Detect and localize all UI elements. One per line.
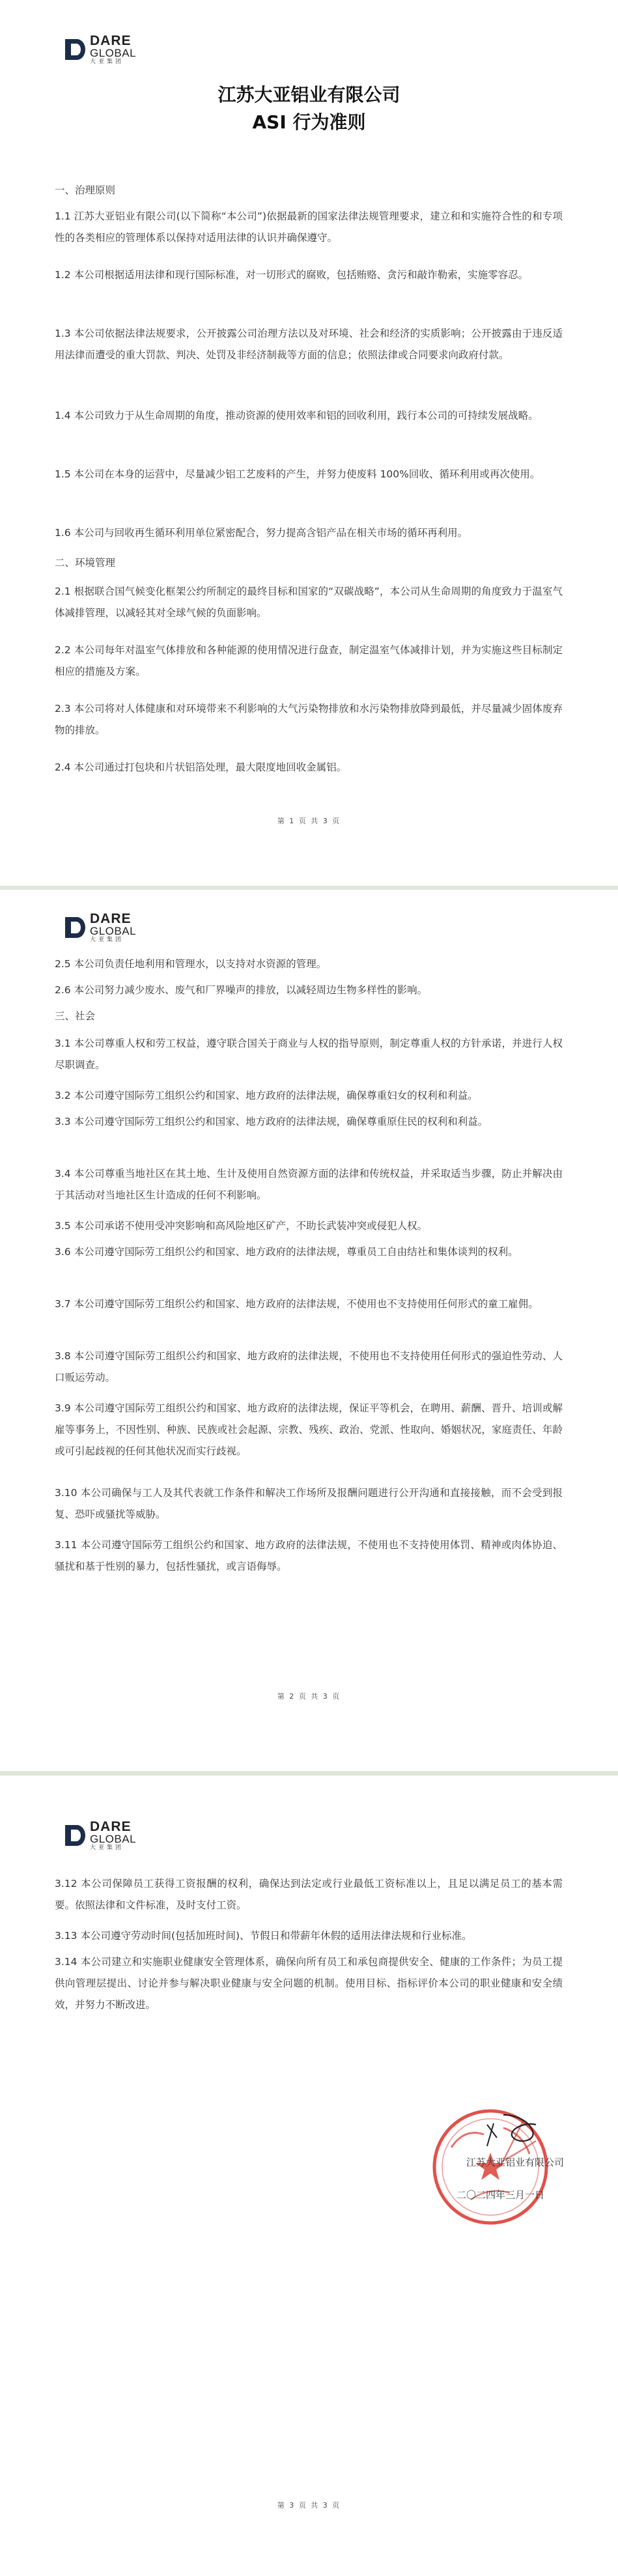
- clause-2-6: 2.6 本公司努力减少废水、废气和厂界噪声的排放，以减轻周边生物多样性的影响。: [55, 984, 428, 996]
- logo-brand-bottom: GLOBAL: [90, 925, 137, 937]
- dare-logo-icon: [64, 914, 86, 941]
- logo-brand-top: DARE: [90, 911, 132, 926]
- logo-brand-cn: 大亚集团: [90, 1845, 124, 1851]
- clause-3-12: 3.12 本公司保障员工获得工资报酬的权利，确保达到法定或行业最低工资标准以上，且足以满足员工的基本需要。依照法律和文件标准，及时支付工资。: [55, 1878, 563, 1911]
- logo-brand-top: DARE: [90, 33, 132, 48]
- document-page-3: [0, 1776, 618, 2576]
- company-logo: [64, 34, 136, 65]
- clause-2-4: 2.4 本公司通过打包块和片状铝箔处理，最大限度地回收金属铝。: [55, 761, 347, 773]
- clause-1-3: 1.3 本公司依据法律法规要求，公开披露公司治理方法以及对环境、社会和经济的实质影响；公开披露由于违反适用法律而遭受的重大罚款、判决、处罚及非经济制裁等方面的信息；依照法律或合同要求向政府付款。: [55, 328, 563, 361]
- clause-2-1: 2.1 根据联合国气候变化框架公约所制定的最终目标和国家的“双碳战略”，本公司从生命周期的角度致力于温室气体减排管理，以减轻其对全球气候的负面影响。: [55, 586, 563, 619]
- page-separator: [0, 1771, 618, 1776]
- clause-2-3: 2.3 本公司将对人体健康和对环境带来不利影响的大气污染物排放和水污染物排放降到最低，并尽量减少固体废弃物的排放。: [55, 703, 563, 736]
- logo-brand-cn: 大亚集团: [90, 59, 124, 65]
- document-page-2: [0, 890, 618, 1771]
- logo-brand-cn: 大亚集团: [90, 937, 124, 943]
- clause-3-10: 3.10 本公司确保与工人及其代表就工作条件和解决工作场所及报酬问题进行公开沟通和直接接触，而不会受到报复、恐吓或骚扰等威胁。: [55, 1487, 563, 1520]
- clause-3-1: 3.1 本公司尊重人权和劳工权益，遵守联合国关于商业与人权的指导原则，制定尊重人权的方针承诺，并进行人权尽职调查。: [55, 1038, 563, 1071]
- clause-2-2: 2.2 本公司每年对温室气体排放和各种能源的使用情况进行盘查，制定温室气体减排计划，并为实施这些目标制定相应的措施及方案。: [55, 644, 563, 677]
- clause-2-5: 2.5 本公司负责任地利用和管理水，以支持对水资源的管理。: [55, 958, 327, 970]
- clause-3-9: 3.9 本公司遵守国际劳工组织公约和国家、地方政府的法律法规，保证平等机会，在聘用、薪酬、晋升、培训或解雇等事务上，不因性别、种族、民族或社会起源、宗教、残疾、政治、党派、性取向、婚姻状况，家庭责任、年龄或可引起歧视的任何其他状况而实行歧视。: [55, 1402, 563, 1457]
- clause-3-4: 3.4 本公司尊重当地社区在其土地、生计及使用自然资源方面的法律和传统权益，并采取适当步骤，防止并解决由于其活动对当地社区生计造成的任何不利影响。: [55, 1168, 563, 1201]
- section-heading-environment: 二、环境管理: [55, 557, 116, 569]
- signature-date: 二〇二四年三月一日: [456, 2189, 544, 2201]
- section-heading-social: 三、社会: [55, 1010, 96, 1022]
- logo-brand-bottom: GLOBAL: [90, 47, 137, 59]
- clause-1-4: 1.4 本公司致力于从生命周期的角度，推动资源的使用效率和铝的回收利用，践行本公司的可持续发展战略。: [55, 410, 539, 421]
- logo-brand-bottom: GLOBAL: [90, 1833, 137, 1845]
- clause-1-6: 1.6 本公司与回收再生循环利用单位紧密配合，努力提高含铝产品在相关市场的循环再利用。: [55, 527, 468, 539]
- clause-3-3: 3.3 本公司遵守国际劳工组织公约和国家、地方政府的法律法规，确保尊重原住民的权利和利益。: [55, 1116, 488, 1127]
- page-number-footer: 第 3 页 共 3 页: [277, 2501, 341, 2510]
- company-logo: [64, 1820, 136, 1851]
- clause-3-13: 3.13 本公司遵守劳动时间(包括加班时间)、节假日和带薪年休假的适用法律法规和行业标准。: [55, 1930, 472, 1942]
- page-number-footer: 第 1 页 共 3 页: [277, 817, 341, 825]
- document-page-1: [0, 0, 618, 886]
- clause-3-8: 3.8 本公司遵守国际劳工组织公约和国家、地方政府的法律法规，不使用也不支持使用任何形式的强迫性劳动、人口贩运劳动。: [55, 1350, 563, 1383]
- dare-logo-icon: [64, 1822, 86, 1848]
- clause-3-11: 3.11 本公司遵守国际劳工组织公约和国家、地方政府的法律法规，不使用也不支持使用体罚、精神或肉体协迫、骚扰和基于性别的暴力，包括性骚扰，或言语侮辱。: [55, 1539, 563, 1572]
- logo-brand-top: DARE: [90, 1819, 132, 1834]
- section-heading-governance: 一、治理原则: [55, 184, 116, 196]
- document-subtitle: ASI 行为准则: [252, 111, 366, 133]
- dare-logo-icon: [64, 36, 86, 63]
- clause-1-1: 1.1 江苏大亚铝业有限公司(以下简称“本公司”)依据最新的国家法律法规管理要求，建立和和实施符合性的和专项性的各类相应的管理体系以保持对适用法律的认识并确保遵守。: [55, 210, 563, 244]
- company-logo: [64, 912, 136, 943]
- clause-3-2: 3.2 本公司遵守国际劳工组织公约和国家、地方政府的法律法规，确保尊重妇女的权利和利益。: [55, 1090, 478, 1101]
- clause-3-14: 3.14 本公司建立和实施职业健康安全管理体系，确保向所有员工和承包商提供安全、健康的工作条件；为员工提供向管理层提出、讨论并参与解决职业健康与安全问题的机制。使用目标、指标评价本公司的职业健康和安全绩效，并努力不断改进。: [55, 1956, 563, 2011]
- document-title: 江苏大亚铝业有限公司: [218, 84, 400, 106]
- clause-3-5: 3.5 本公司承诺不使用受冲突影响和高风险地区矿产，不助长武装冲突或侵犯人权。: [55, 1220, 428, 1232]
- clause-1-5: 1.5 本公司在本身的运营中，尽量减少铝工艺废料的产生，并努力使废料 100%回收、循环利用或再次使用。: [55, 468, 541, 480]
- page-number-footer: 第 2 页 共 3 页: [277, 1692, 341, 1701]
- clause-3-7: 3.7 本公司遵守国际劳工组织公约和国家、地方政府的法律法规，不使用也不支持使用任何形式的童工雇佣。: [55, 1298, 539, 1310]
- signature-company: 江苏大亚铝业有限公司: [466, 2157, 564, 2168]
- clause-1-2: 1.2 本公司根据适用法律和现行国际标准，对一切形式的腐败，包括贿赂、贪污和敲诈勒索，实施零容忍。: [55, 269, 529, 281]
- clause-3-6: 3.6 本公司遵守国际劳工组织公约和国家、地方政府的法律法规，尊重员工自由结社和集体谈判的权利。: [55, 1246, 518, 1258]
